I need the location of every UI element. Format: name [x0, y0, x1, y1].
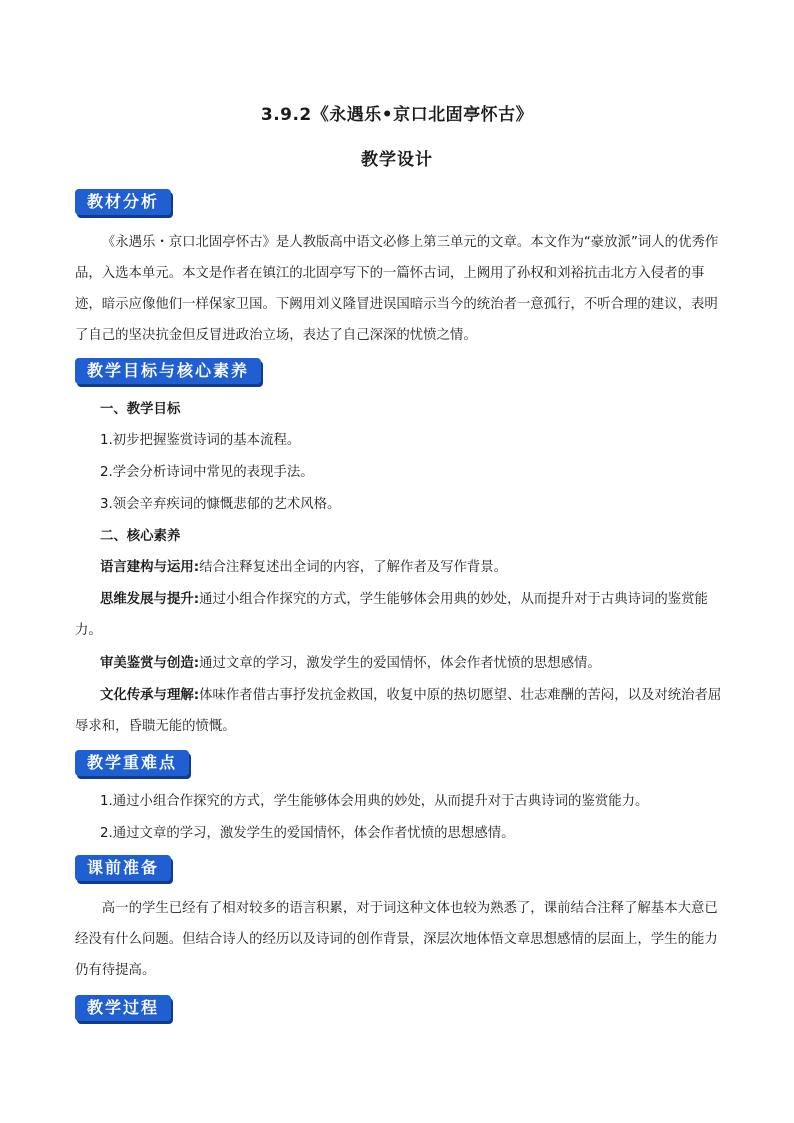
goal-item-1: 1.初步把握鉴赏诗词的基本流程。 [100, 433, 301, 448]
goals-subheading-2: 二、核心素养 [100, 529, 181, 544]
literacy-text: 通过小组合作探究的方式，学生能够体会用典的妙处，从而提升对于古典诗词的鉴赏能力。 [75, 592, 708, 638]
document-title: 3.9.2《永遇乐•京口北固亭怀古》 [260, 105, 534, 125]
literacy-item-4 [75, 680, 723, 742]
literacy-label: 语言建构与运用: [100, 560, 200, 575]
goal-item-2: 2.学会分析诗词中常见的表现手法。 [100, 465, 314, 480]
literacy-label: 思维发展与提升: [100, 592, 200, 607]
literacy-item-3 [75, 648, 723, 679]
literacy-item-1 [75, 552, 723, 583]
section-heading-process: 教学过程 [75, 995, 171, 1021]
literacy-text: 结合注释复述出全词的内容，了解作者及写作背景。 [199, 560, 508, 575]
section-heading-difficulties: 教学重难点 [75, 750, 189, 776]
literacy-label: 文化传承与理解: [100, 688, 200, 703]
document-subtitle: 教学设计 [361, 150, 433, 170]
goals-subheading-1: 一、教学目标 [100, 402, 181, 417]
section-heading-preparation: 课前准备 [75, 855, 171, 881]
literacy-text: 通过文章的学习，激发学生的爱国情怀，体会作者忧愤的思想感情。 [199, 656, 601, 671]
section-heading-analysis: 教材分析 [75, 189, 171, 215]
literacy-text: 体味作者借古事抒发抗金救国，收复中原的热切愿望、壮志难酬的苦闷，以及对统治者屈辱求和，昏聩无能的愤慨。 [75, 688, 722, 734]
literacy-label: 审美鉴赏与创造: [100, 656, 200, 671]
difficulty-item-1: 1.通过小组合作探究的方式，学生能够体会用典的妙处，从而提升对于古典诗词的鉴赏能力。 [100, 794, 649, 809]
section-heading-goals: 教学目标与核心素养 [75, 358, 261, 384]
analysis-paragraph: 《永遇乐・京口北固亭怀古》是人教版高中语文必修上第三单元的文章。本文作为“豪放派”词人的优秀作品，入选本单元。本文是作者在镇江的北固亭写下的一篇怀古词，上阙用了孙权和刘裕抗击北方入侵者的事迹，暗示应像他们一样保家卫国。下阙用刘义隆冒进误国暗示当今的统治者一意孤行，不听合理的建议，表明了自己的坚决抗金但反冒进政治立场，表达了自己深深的忧愤之情。 [75, 235, 719, 343]
goal-item-3: 3.领会辛弃疾词的慷慨悲郁的艺术风格。 [100, 497, 341, 512]
difficulty-item-2: 2.通过文章的学习，激发学生的爱国情怀，体会作者忧愤的思想感情。 [100, 826, 515, 841]
literacy-item-2 [75, 584, 723, 646]
preparation-paragraph: 高一的学生已经有了相对较多的语言积累，对于词这种文体也较为熟悉了，课前结合注释了解基本大意已经没有什么问题。但结合诗人的经历以及诗词的创作背景，深层次地体悟文章思想感情的层面上，学生的能力仍有待提高。 [75, 901, 718, 978]
